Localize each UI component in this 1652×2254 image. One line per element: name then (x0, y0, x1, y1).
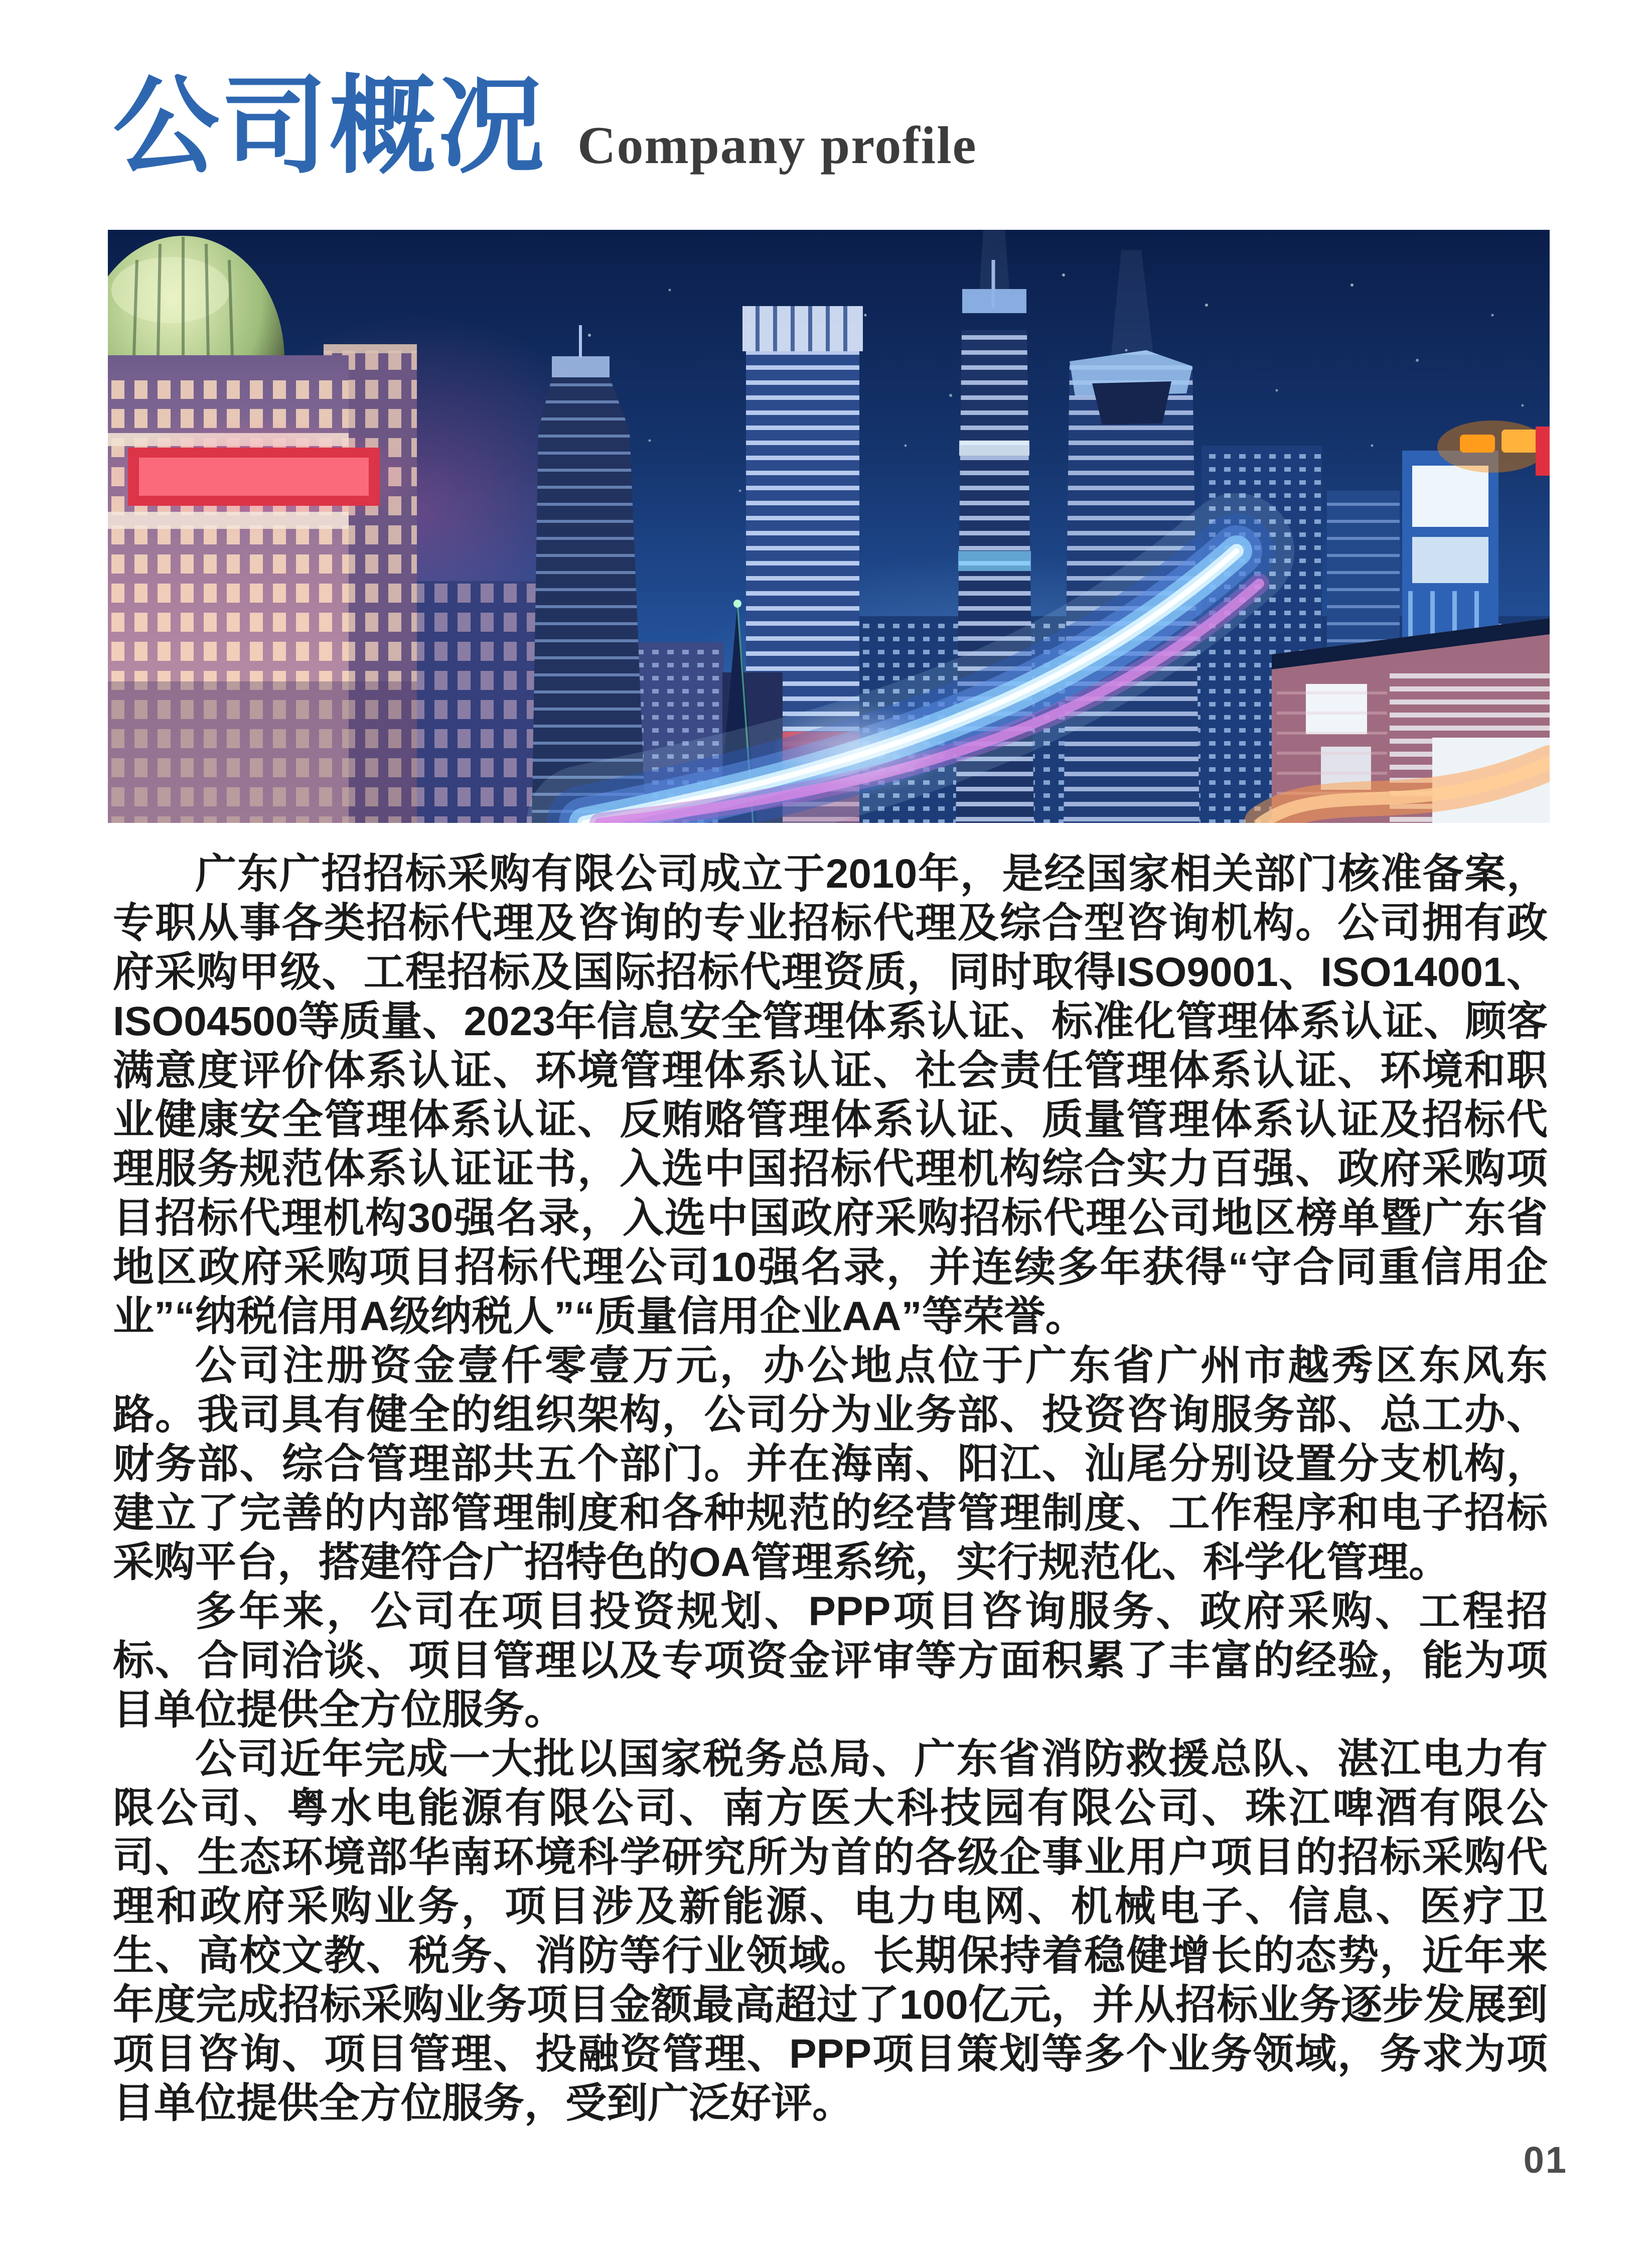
page-number: 01 (1523, 2139, 1568, 2181)
night-city-skyline-illustration (108, 230, 1550, 823)
page-title: 公司概况 (113, 68, 546, 186)
paragraph-2: 公司注册资金壹仟零壹万元，办公地点位于广东省广州市越秀区东风东路。我司具有健全的组织架构，公司分为业务部、投资咨询服务部、总工办、财务部、综合管理部共五个部门。并在海南、阳江、汕尾分别设置分支机构，建立了完善的内部管理制度和各种规范的经营管理制度、工作程序和电子招标采购平台，搭建符合广招特色的OA管理系统，实行规范化、科学化管理。 (113, 1343, 1548, 1585)
hero-image (108, 230, 1550, 823)
paragraph-1: 广东广招招标采购有限公司成立于2010年，是经国家相关部门核准备案，专职从事各类招标代理及咨询的专业招标代理及综合型咨询机构。公司拥有政府采购甲级、工程招标及国际招标代理资质，同时取得ISO9001、ISO14001、ISO04500等质量、2023年信息安全管理体系认证、标准化管理体系认证、顾客满意度评价体系认证、环境管理体系认证、社会责任管理体系认证、环境和职业健康安全管理体系认证、反贿赂管理体系认证、质量管理体系认证及招标代理服务规范体系认证证书，入选中国招标代理机构综合实力百强、政府采购项目招标代理机构30强名录，入选中国政府采购招标代理公司地区榜单暨广东省地区政府采购项目招标代理公司10强名录，并连续多年获得“守合同重信用企业”“纳税信用A级纳税人”“质量信用企业AA”等荣誉。 (113, 851, 1548, 1339)
paragraph-3: 多年来，公司在项目投资规划、PPP项目咨询服务、政府采购、工程招标、合同洽谈、项目管理以及专项资金评审等方面积累了丰富的经验，能为项目单位提供全方位服务。 (113, 1589, 1548, 1733)
paragraph-4: 公司近年完成一大批以国家税务总局、广东省消防救援总队、湛江电力有限公司、粤水电能源有限公司、南方医大科技园有限公司、珠江啤酒有限公司、生态环境部华南环境科学研究所为首的各级企事业用户项目的招标采购代理和政府采购业务，项目涉及新能源、电力电网、机械电子、信息、医疗卫生、高校文教、税务、消防等行业领域。长期保持着稳健增长的态势，近年来年度完成招标采购业务项目金额最高超过了100亿元，并从招标业务逐步发展到项目咨询、项目管理、投融资管理、PPP项目策划等多个业务领域，务求为项目单位提供全方位服务，受到广泛好评。 (113, 1736, 1548, 2126)
page-title-en: Company profile (577, 116, 977, 175)
page-header (113, 68, 977, 186)
body-text (113, 850, 1548, 2128)
